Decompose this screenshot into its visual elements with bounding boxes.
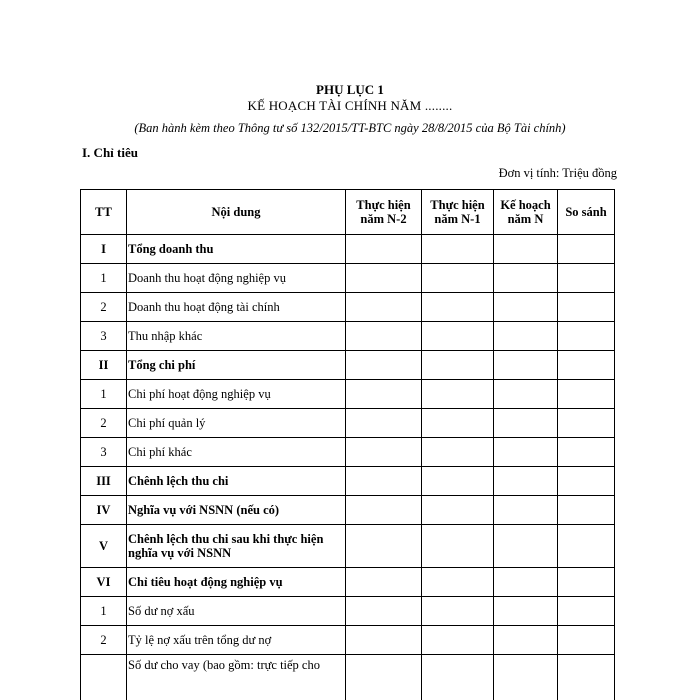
cell-compare [558,438,615,467]
cell-plan-n [494,467,558,496]
column-header-plan-n: Kế hoạch năm N [494,190,558,235]
financial-plan-table [80,189,615,700]
cell-actual-n1 [422,264,494,293]
cell-actual-n1 [422,235,494,264]
row-content: Tổng doanh thu [127,235,346,264]
row-number: 3 [81,438,127,467]
table-row [81,322,615,351]
cell-actual-n1 [422,496,494,525]
cell-actual-n1 [422,626,494,655]
cell-plan-n [494,597,558,626]
table-row [81,525,615,568]
row-content: Số dư cho vay (bao gồm: trực tiếp cho [127,655,346,700]
cell-compare [558,467,615,496]
row-content: Số dư nợ xấu [127,597,346,626]
cell-compare [558,655,615,700]
table-row [81,235,615,264]
cell-actual-n1 [422,351,494,380]
row-number: IV [81,496,127,525]
cell-plan-n [494,626,558,655]
cell-plan-n [494,264,558,293]
cell-compare [558,597,615,626]
row-content: Doanh thu hoạt động tài chính [127,293,346,322]
table-row [81,626,615,655]
cell-compare [558,380,615,409]
cell-actual-n2 [346,322,422,351]
column-header-actual-n2: Thực hiện năm N-2 [346,190,422,235]
row-number: III [81,467,127,496]
unit-note: Đơn vị tính: Triệu đồng [498,166,617,180]
cell-compare [558,235,615,264]
row-number: 1 [81,264,127,293]
row-content: Chênh lệch thu chi [127,467,346,496]
cell-actual-n1 [422,380,494,409]
row-content: Chênh lệch thu chi sau khi thực hiện nghĩa vụ với NSNN [127,525,346,568]
row-content: Chỉ tiêu hoạt động nghiệp vụ [127,568,346,597]
table-row [81,293,615,322]
row-content: Chi phí khác [127,438,346,467]
row-content: Chi phí quản lý [127,409,346,438]
appendix-title: PHỤ LỤC 1 [316,82,384,97]
cell-compare [558,525,615,568]
cell-compare [558,409,615,438]
cell-plan-n [494,438,558,467]
table-row [81,467,615,496]
cell-actual-n2 [346,597,422,626]
row-number: VI [81,568,127,597]
cell-plan-n [494,525,558,568]
cell-actual-n1 [422,438,494,467]
cell-actual-n2 [346,655,422,700]
cell-compare [558,568,615,597]
column-header-actual-n1: Thực hiện năm N-1 [422,190,494,235]
row-number: V [81,525,127,568]
cell-actual-n2 [346,438,422,467]
cell-actual-n2 [346,568,422,597]
cell-plan-n [494,293,558,322]
cell-plan-n [494,380,558,409]
cell-actual-n2 [346,351,422,380]
table-row [81,438,615,467]
cell-actual-n1 [422,467,494,496]
cell-actual-n2 [346,293,422,322]
cell-actual-n2 [346,467,422,496]
column-header-compare: So sánh [558,190,615,235]
cell-actual-n2 [346,235,422,264]
table-header-row [81,190,615,235]
cell-compare [558,293,615,322]
row-number: 1 [81,597,127,626]
cell-plan-n [494,235,558,264]
table-row [81,409,615,438]
column-header-tt: TT [81,190,127,235]
row-content: Doanh thu hoạt động nghiệp vụ [127,264,346,293]
row-content: Tổng chi phí [127,351,346,380]
issued-note: (Ban hành kèm theo Thông tư số 132/2015/TT-BTC ngày 28/8/2015 của Bộ Tài chính) [134,121,566,135]
cell-plan-n [494,351,558,380]
cell-compare [558,322,615,351]
row-content: Tỷ lệ nợ xấu trên tổng dư nợ [127,626,346,655]
cell-compare [558,496,615,525]
row-number: 2 [81,293,127,322]
cell-actual-n1 [422,568,494,597]
cell-actual-n1 [422,322,494,351]
row-content: Thu nhập khác [127,322,346,351]
cell-actual-n1 [422,525,494,568]
row-content: Nghĩa vụ với NSNN (nếu có) [127,496,346,525]
table-row [81,655,615,700]
cell-actual-n2 [346,264,422,293]
table-row [81,496,615,525]
table-row [81,380,615,409]
cell-compare [558,626,615,655]
row-number: I [81,235,127,264]
table-row [81,351,615,380]
row-number [81,655,127,700]
plan-title: KẾ HOẠCH TÀI CHÍNH NĂM ........ [247,98,453,113]
cell-actual-n1 [422,655,494,700]
cell-actual-n2 [346,626,422,655]
table-row [81,597,615,626]
table-row [81,568,615,597]
cell-actual-n2 [346,380,422,409]
cell-plan-n [494,568,558,597]
column-header-content: Nội dung [127,190,346,235]
cell-plan-n [494,655,558,700]
row-number: 3 [81,322,127,351]
row-number: II [81,351,127,380]
cell-actual-n2 [346,496,422,525]
cell-compare [558,351,615,380]
cell-actual-n2 [346,525,422,568]
table-row [81,264,615,293]
row-number: 2 [81,409,127,438]
row-content: Chi phí hoạt động nghiệp vụ [127,380,346,409]
cell-plan-n [494,409,558,438]
cell-compare [558,264,615,293]
cell-plan-n [494,496,558,525]
row-number: 1 [81,380,127,409]
cell-plan-n [494,322,558,351]
cell-actual-n1 [422,409,494,438]
row-number: 2 [81,626,127,655]
cell-actual-n1 [422,597,494,626]
cell-actual-n1 [422,293,494,322]
cell-actual-n2 [346,409,422,438]
section-heading: I. Chỉ tiêu [82,145,138,160]
